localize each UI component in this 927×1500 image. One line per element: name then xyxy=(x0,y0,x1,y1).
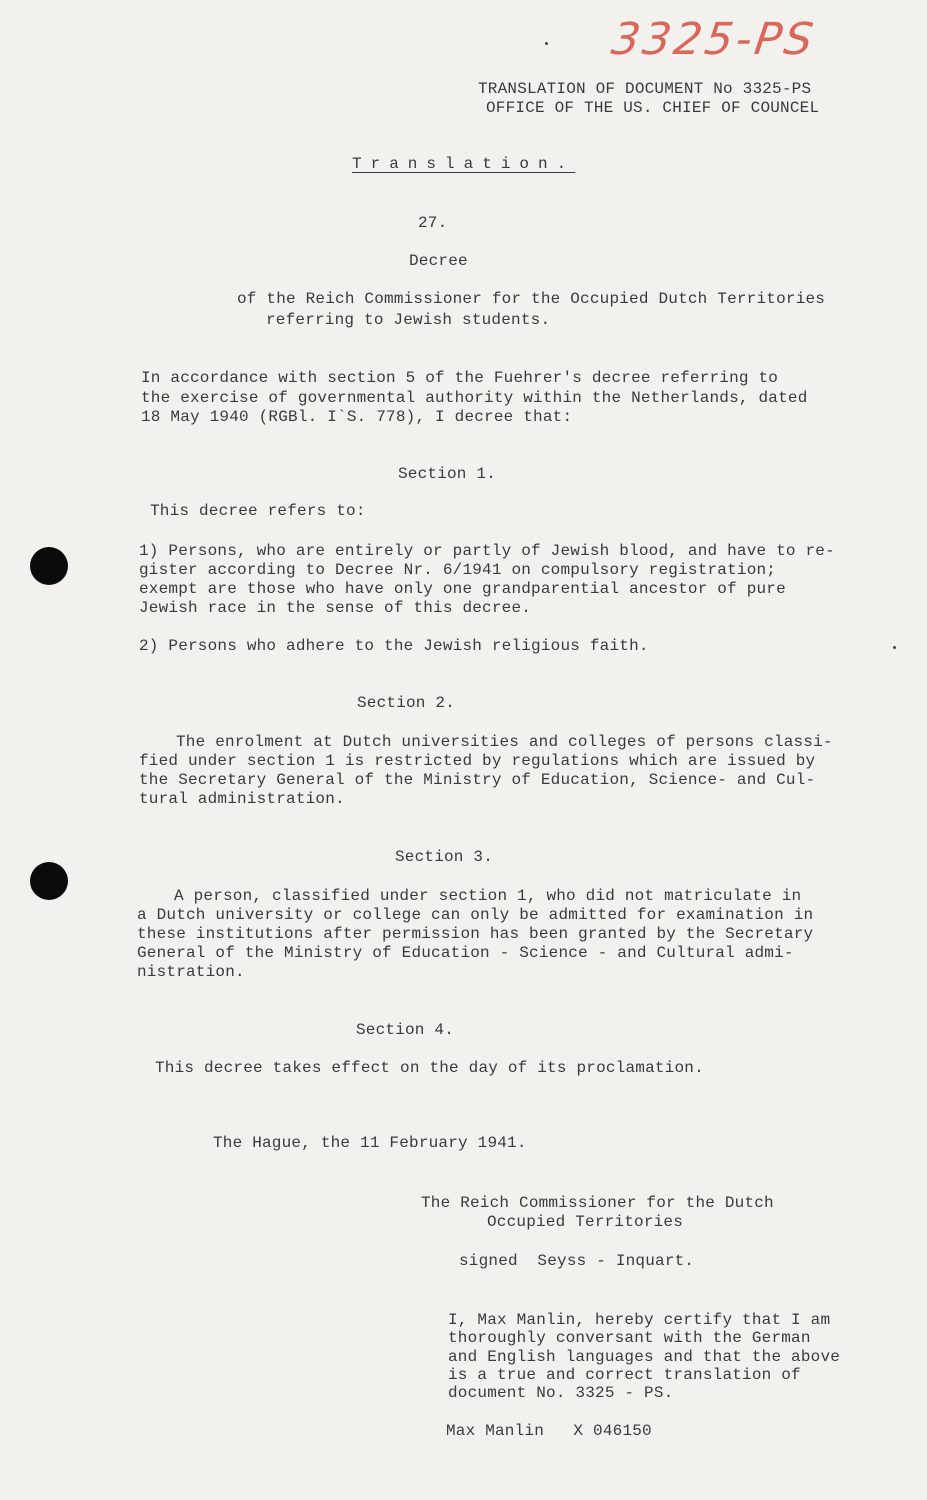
subtitle-line-2: referring to Jewish students. xyxy=(266,311,551,329)
certification-line-1: I, Max Manlin, hereby certify that I am xyxy=(448,1311,831,1329)
ink-speck xyxy=(893,646,896,649)
section-2-line-3: the Secretary General of the Ministry of Education, Science- and Cul- xyxy=(139,771,816,789)
section-4-heading: Section 4. xyxy=(356,1021,455,1039)
section-3-line-1: A person, classified under section 1, who did not matriculate in xyxy=(174,887,802,905)
section-3-line-2: a Dutch university or college can only be admitted for examination in xyxy=(137,906,814,924)
signatory-line-2: Occupied Territories xyxy=(487,1213,684,1231)
preamble-line-1: In accordance with section 5 of the Fuehrer's decree referring to xyxy=(141,369,779,387)
punch-hole xyxy=(30,862,68,900)
section-2-line-1: The enrolment at Dutch universities and colleges of persons classi- xyxy=(176,733,833,751)
ink-speck xyxy=(545,42,548,45)
section-1-heading: Section 1. xyxy=(398,465,497,483)
section-1-item-1-line-3: exempt are those who have only one grandparential ancestor of pure xyxy=(139,580,786,598)
subtitle-line-1: of the Reich Commissioner for the Occupied Dutch Territories xyxy=(237,290,826,308)
section-1-item-1-line-1: 1) Persons, who are entirely or partly of Jewish blood, and have to re- xyxy=(139,542,835,560)
preamble-line-2: the exercise of governmental authority within the Netherlands, dated xyxy=(141,389,808,407)
section-1-item-2: 2) Persons who adhere to the Jewish religious faith. xyxy=(139,637,649,655)
header-line-1: TRANSLATION OF DOCUMENT No 3325-PS xyxy=(478,80,812,98)
signature-line: signed Seyss - Inquart. xyxy=(459,1252,695,1270)
place-and-date: The Hague, the 11 February 1941. xyxy=(213,1134,527,1152)
handwritten-document-number: 3325-PS xyxy=(608,14,819,65)
certification-line-4: is a true and correct translation of xyxy=(448,1366,801,1384)
document-title: Translation. xyxy=(352,155,576,173)
decree-number: 27. xyxy=(418,214,448,232)
certification-line-2: thoroughly conversant with the German xyxy=(448,1329,811,1347)
section-1-intro: This decree refers to: xyxy=(150,502,366,520)
certification-line-5: document No. 3325 - PS. xyxy=(448,1384,674,1402)
section-3-line-3: these institutions after permission has been granted by the Secretary xyxy=(137,925,814,943)
punch-hole xyxy=(30,547,68,585)
section-4-line-1: This decree takes effect on the day of its proclamation. xyxy=(155,1059,704,1077)
section-3-line-4: General of the Ministry of Education - Science - and Cultural admi- xyxy=(137,944,794,962)
section-2-line-2: fied under section 1 is restricted by regulations which are issued by xyxy=(139,752,816,770)
certification-line-3: and English languages and that the above xyxy=(448,1348,841,1366)
translator-signature: Max Manlin X 046150 xyxy=(446,1422,652,1440)
preamble-line-3: 18 May 1940 (RGBl. I`S. 778), I decree that: xyxy=(141,408,573,426)
section-3-line-5: nistration. xyxy=(137,963,245,981)
section-2-heading: Section 2. xyxy=(357,694,456,712)
section-3-heading: Section 3. xyxy=(395,848,494,866)
decree-label: Decree xyxy=(409,252,468,270)
section-1-item-1-line-2: gister according to Decree Nr. 6/1941 on compulsory registration; xyxy=(139,561,777,579)
section-2-line-4: tural administration. xyxy=(139,790,345,808)
signatory-line-1: The Reich Commissioner for the Dutch xyxy=(421,1194,774,1212)
header-line-2: OFFICE OF THE US. CHIEF OF COUNCEL xyxy=(486,99,820,117)
section-1-item-1-line-4: Jewish race in the sense of this decree. xyxy=(139,599,532,617)
